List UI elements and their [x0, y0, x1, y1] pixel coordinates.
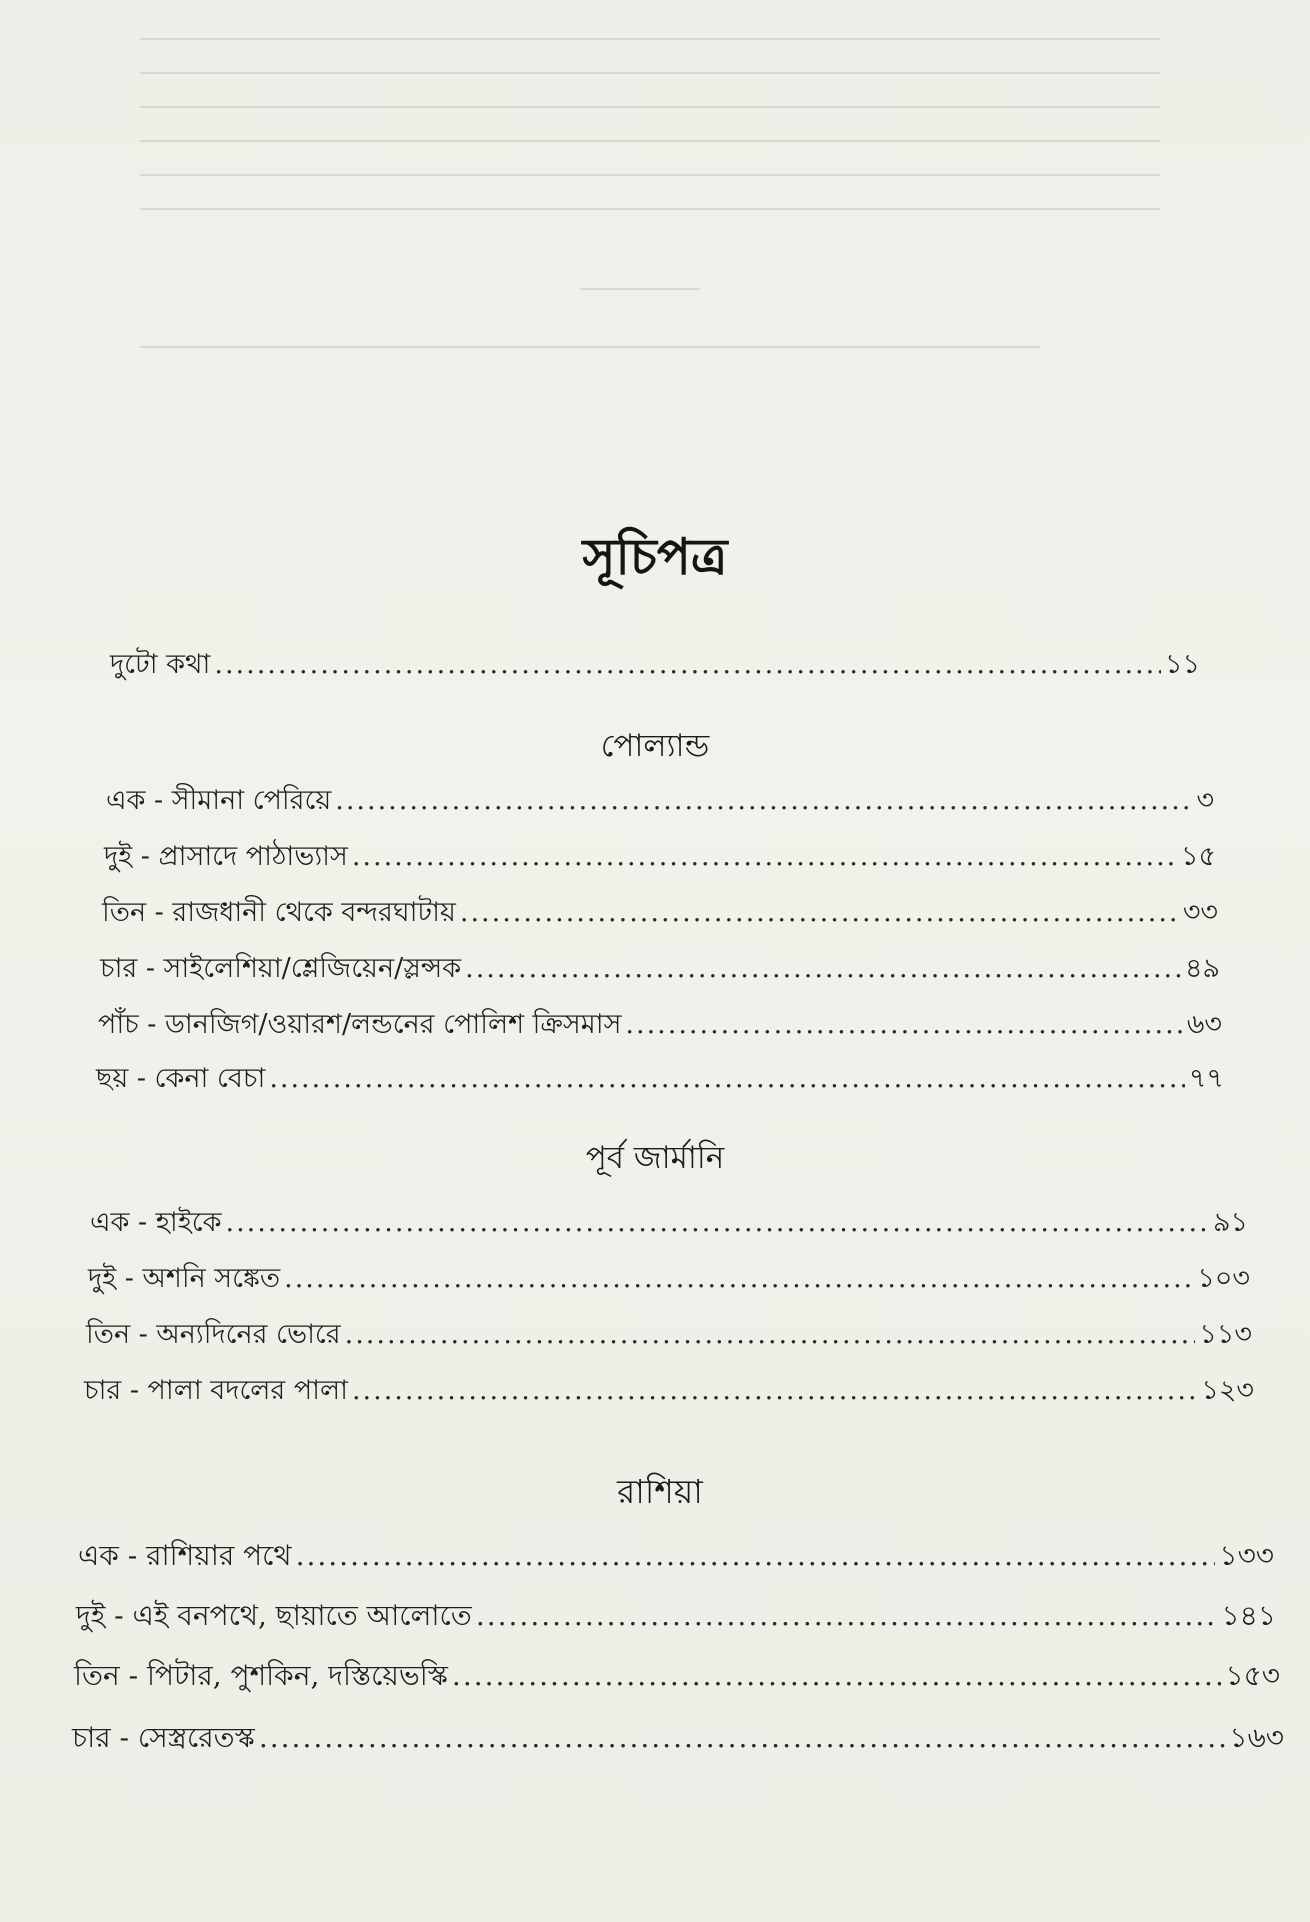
leader-dots	[269, 1063, 1185, 1094]
toc-entry-page: ৬৩	[1186, 1009, 1222, 1040]
toc-entry-label: চার - সেস্ত্ররেতস্ক	[72, 1721, 255, 1754]
leader-dots	[259, 1721, 1226, 1754]
toc-entry-label: চার - সাইলেশিয়া/শ্লেজিয়েন/স্লন্সক	[100, 953, 462, 984]
page-title: সূচিপত্র	[582, 527, 728, 586]
toc-entry-page: ১২৩	[1201, 1375, 1254, 1406]
toc-entry-page: ১৫	[1180, 841, 1216, 872]
toc-entry-page: ১৪১	[1221, 1599, 1276, 1632]
toc-entry-label: চার - পালা বদলের পালা	[84, 1375, 348, 1406]
toc-entry-page: ৩৩	[1182, 897, 1218, 928]
leader-dots	[452, 1659, 1222, 1692]
toc-entry-page: ১৩৩	[1219, 1539, 1274, 1572]
section-heading-poland: পোল্যান্ড	[600, 728, 710, 764]
toc-entry-page: ৯১	[1212, 1207, 1248, 1238]
leader-dots	[284, 1263, 1193, 1294]
toc-entry	[76, 1594, 1276, 1641]
toc-entry-label: দুই - এই বনপথে, ছায়াতে আলোতে	[76, 1599, 472, 1632]
toc-entry-page: ৩	[1196, 785, 1214, 816]
toc-entry	[84, 1370, 1254, 1415]
toc-entry-page: ৪৯	[1184, 953, 1220, 984]
toc-entry	[78, 1534, 1274, 1581]
toc-entry	[72, 1716, 1284, 1763]
toc-entry-page: ১০৩	[1197, 1263, 1250, 1294]
toc-entry	[88, 1258, 1250, 1303]
leader-dots	[352, 1375, 1197, 1406]
toc-entry	[96, 1058, 1224, 1103]
leader-dots	[296, 1539, 1216, 1572]
toc-entry-page: ৭৭	[1188, 1063, 1224, 1094]
toc-entry-label: এক - হাইকে	[90, 1207, 222, 1238]
section-heading-east-germany: পূর্ব জার্মানি	[585, 1140, 725, 1176]
toc-entry	[106, 780, 1214, 825]
toc-entry	[86, 1314, 1252, 1359]
toc-entry	[90, 1202, 1248, 1247]
toc-entry-label: পাঁচ - ডানজিগ/ওয়ারশ/লন্ডনের পোলিশ ক্রিসমাস	[98, 1009, 622, 1040]
toc-entry-label: ছয় - কেনা বেচা	[96, 1063, 266, 1094]
toc-entry-page: ১৬৩	[1229, 1721, 1284, 1754]
toc-entry	[74, 1654, 1280, 1701]
leader-dots	[476, 1599, 1218, 1632]
toc-entry-label: তিন - পিটার, পুশকিন, দস্তিয়েভস্কি	[74, 1659, 448, 1692]
toc-entry-intro	[110, 644, 1200, 689]
toc-entry-page: ১৫৩	[1225, 1659, 1280, 1692]
toc-entry	[98, 1004, 1222, 1049]
section-heading-russia: রাশিয়া	[617, 1472, 703, 1511]
toc-entry-label: দুটো কথা	[110, 649, 211, 680]
bleed-through-text	[0, 0, 1310, 400]
toc-entry-label: তিন - রাজধানী থেকে বন্দরঘাটায়	[102, 897, 456, 928]
leader-dots	[214, 649, 1161, 680]
toc-entry-page: ১১	[1164, 649, 1200, 680]
toc-entry	[104, 836, 1216, 881]
toc-entry-page: ১১৩	[1199, 1319, 1252, 1350]
toc-entry-label: দুই - অশনি সঙ্কেত	[88, 1263, 281, 1294]
leader-dots	[345, 1319, 1196, 1350]
toc-entry-label: দুই - প্রাসাদে পাঠাভ্যাস	[104, 841, 348, 872]
leader-dots	[352, 841, 1177, 872]
leader-dots	[625, 1009, 1182, 1040]
toc-entry-label: এক - সীমানা পেরিয়ে	[106, 785, 332, 816]
leader-dots	[335, 785, 1192, 816]
leader-dots	[465, 953, 1181, 984]
leader-dots	[226, 1207, 1209, 1238]
leader-dots	[460, 897, 1179, 928]
toc-entry	[102, 892, 1218, 937]
toc-entry-label: এক - রাশিয়ার পথে	[78, 1539, 292, 1572]
toc-entry	[100, 948, 1220, 993]
toc-entry-label: তিন - অন্যদিনের ভোরে	[86, 1319, 341, 1350]
